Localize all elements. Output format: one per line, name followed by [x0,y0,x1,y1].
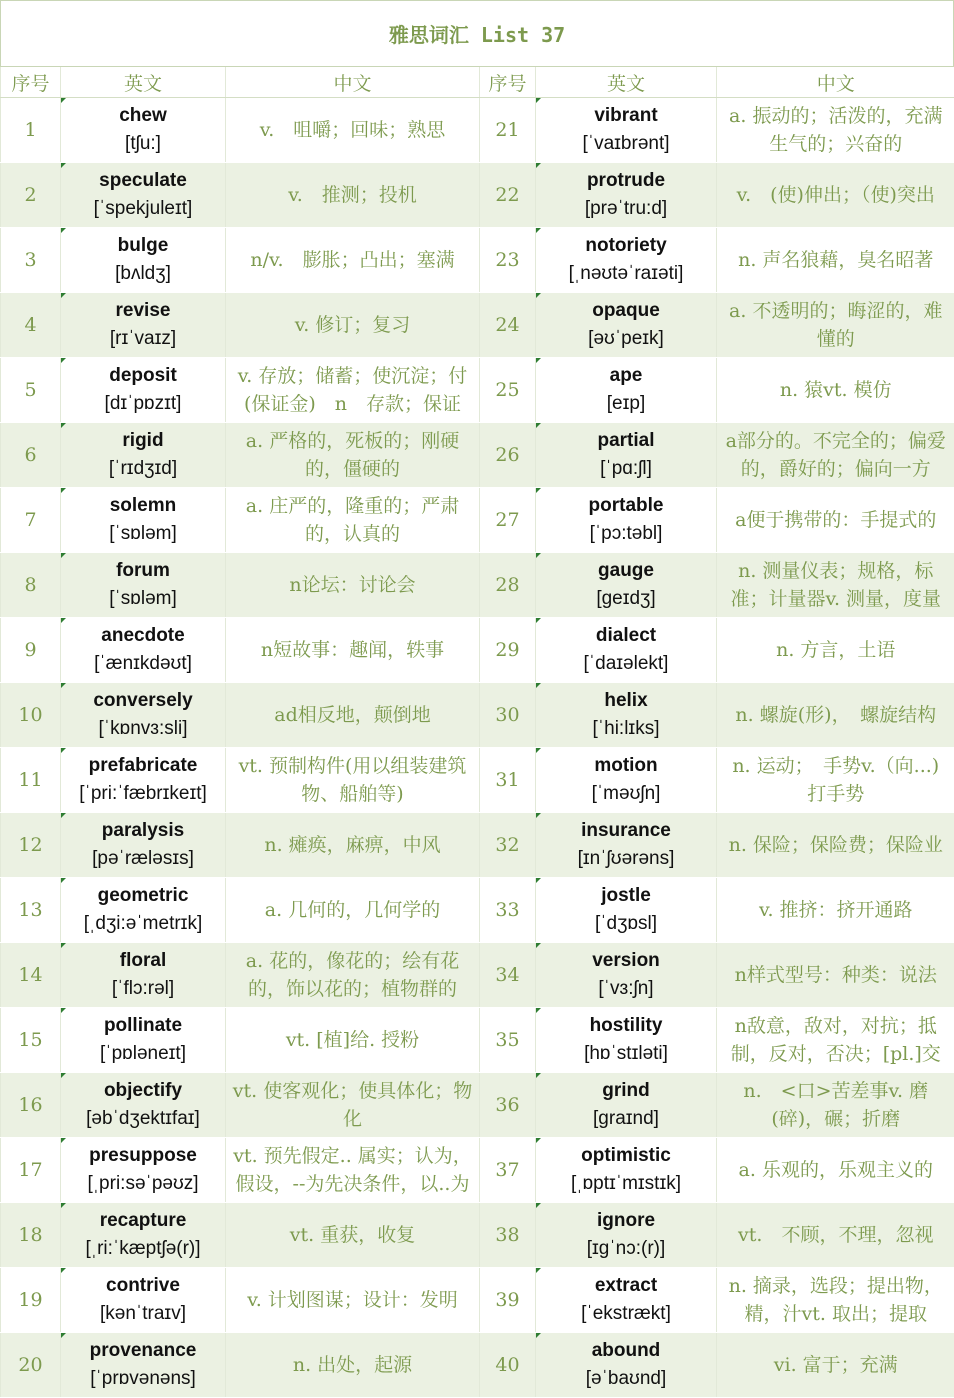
english-cell[interactable] [61,423,226,488]
english-cell[interactable] [61,488,226,553]
english-word: dialect [536,622,716,650]
row-number: 25 [480,358,536,423]
english-cell[interactable] [536,163,717,228]
chinese-meaning: vt. 预制构件(用以组装建筑物、船舶等) [232,752,473,808]
phonetic: [ˈspekjuleɪt] [61,195,225,223]
english-cell[interactable] [536,488,717,553]
english-word: provenance [61,1337,225,1365]
table-row [1,943,954,1008]
phonetic: [graɪnd] [536,1105,716,1133]
phonetic: [ˈməʊʃn] [536,780,716,808]
chinese-meaning: n. 出处，起源 [232,1351,473,1379]
row-number: 32 [480,813,536,878]
english-cell[interactable] [536,618,717,683]
english-cell[interactable] [536,1008,717,1073]
phonetic: [ˈsɒləm] [61,585,225,613]
chinese-meaning: n. 螺旋(形)， 螺旋结构 [723,701,949,729]
phonetic: [ˈpɑ:ʃl] [536,455,716,483]
phonetic: [ˈpɒləneɪt] [61,1040,225,1068]
phonetic: [prəˈtru:d] [536,195,716,223]
phonetic: [ˈprɒvənəns] [61,1365,225,1393]
row-number: 3 [1,228,61,293]
table-row [1,1203,954,1268]
row-number: 21 [480,98,536,163]
chinese-cell[interactable] [226,878,480,943]
phonetic: [eɪp] [536,390,716,418]
row-number: 29 [480,618,536,683]
header-number: 序号 [480,67,536,98]
phonetic: [ˈekstrækt] [536,1300,716,1328]
chinese-cell[interactable] [717,943,954,1008]
table-row [1,293,954,358]
english-word: presuppose [61,1142,225,1170]
phonetic: [ˈsɒləm] [61,520,225,548]
english-cell[interactable] [61,618,226,683]
english-cell[interactable] [536,1333,717,1398]
english-word: partial [536,427,716,455]
english-word: ignore [536,1207,716,1235]
header-chinese: 中文 [717,67,954,98]
table-row [1,1138,954,1203]
row-number: 7 [1,488,61,553]
english-word: extract [536,1272,716,1300]
phonetic: [rɪˈvaɪz] [61,325,225,353]
english-cell[interactable] [61,1333,226,1398]
sheet-title: 雅思词汇 List 37 [0,0,954,67]
chinese-cell[interactable] [226,1073,480,1138]
english-cell[interactable] [536,1268,717,1333]
english-cell[interactable] [536,293,717,358]
chinese-cell[interactable] [717,228,954,293]
english-word: solemn [61,492,225,520]
row-number: 36 [480,1073,536,1138]
row-number: 34 [480,943,536,1008]
phonetic: [pəˈræləsɪs] [61,845,225,873]
english-word: helix [536,687,716,715]
chinese-cell[interactable] [717,1138,954,1203]
row-number: 1 [1,98,61,163]
chinese-cell[interactable] [717,813,954,878]
english-cell[interactable] [536,98,717,163]
table-row [1,163,954,228]
english-word: paralysis [61,817,225,845]
table-row [1,748,954,813]
chinese-cell[interactable] [226,1333,480,1398]
english-word: prefabricate [61,752,225,780]
table-row [1,423,954,488]
chinese-cell[interactable] [226,488,480,553]
chinese-cell[interactable] [717,1008,954,1073]
row-number: 12 [1,813,61,878]
chinese-meaning: n. <口>苦差事v. 磨(碎)，碾；折磨 [723,1077,949,1133]
english-word: contrive [61,1272,225,1300]
english-word: floral [61,947,225,975]
chinese-cell[interactable] [226,228,480,293]
row-number: 20 [1,1333,61,1398]
chinese-meaning: a. 不透明的；晦涩的，难懂的 [723,297,949,353]
english-word: conversely [61,687,225,715]
row-number: 18 [1,1203,61,1268]
chinese-meaning: n. 猿vt. 模仿 [723,376,949,404]
chinese-meaning: a. 庄严的，隆重的；严肃的，认真的 [232,492,473,548]
chinese-meaning: vt. [植]给. 授粉 [232,1026,473,1054]
english-word: protrude [536,167,716,195]
chinese-meaning: vt. 重获，收复 [232,1221,473,1249]
chinese-cell[interactable] [226,553,480,618]
english-cell[interactable] [61,683,226,748]
phonetic: [hɒˈstɪləti] [536,1040,716,1068]
header-english: 英文 [61,67,226,98]
chinese-cell[interactable] [226,293,480,358]
english-cell[interactable] [536,228,717,293]
english-word: insurance [536,817,716,845]
row-number: 24 [480,293,536,358]
phonetic: [ˈkɒnvɜ:sli] [61,715,225,743]
english-word: forum [61,557,225,585]
english-word: motion [536,752,716,780]
english-word: jostle [536,882,716,910]
english-word: bulge [61,232,225,260]
english-word: objectify [61,1077,225,1105]
row-number: 31 [480,748,536,813]
row-number: 8 [1,553,61,618]
chinese-meaning: n. 运动； 手势v.（向...)打手势 [723,752,949,808]
header-row [1,67,954,98]
english-word: gauge [536,557,716,585]
chinese-cell[interactable] [226,1008,480,1073]
chinese-cell[interactable] [717,293,954,358]
chinese-meaning: v. 计划图谋；设计：发明 [232,1286,473,1314]
phonetic: [əˈbaʊnd] [536,1365,716,1393]
english-cell[interactable] [61,1268,226,1333]
row-number: 19 [1,1268,61,1333]
chinese-cell[interactable] [226,423,480,488]
table-row [1,1333,954,1398]
english-cell[interactable] [536,943,717,1008]
chinese-cell[interactable] [226,813,480,878]
english-word: geometric [61,882,225,910]
chinese-meaning: a. 振动的；活泼的，充满生气的；兴奋的 [723,102,949,158]
table-row [1,1073,954,1138]
phonetic: [tʃu:] [61,130,225,158]
chinese-cell[interactable] [717,1073,954,1138]
english-word: speculate [61,167,225,195]
row-number: 35 [480,1008,536,1073]
chinese-cell[interactable] [717,748,954,813]
english-word: portable [536,492,716,520]
header-number: 序号 [1,67,61,98]
phonetic: [ˈvaɪbrənt] [536,130,716,158]
chinese-cell[interactable] [226,683,480,748]
header-chinese: 中文 [226,67,480,98]
english-cell[interactable] [61,813,226,878]
chinese-meaning: n. 瘫痪，麻痹，中风 [232,831,473,859]
chinese-cell[interactable] [226,98,480,163]
chinese-cell[interactable] [226,1203,480,1268]
chinese-meaning: n论坛：讨论会 [232,571,473,599]
english-cell[interactable] [61,553,226,618]
chinese-cell[interactable] [226,943,480,1008]
chinese-meaning: n/v. 膨胀；凸出；塞满 [232,246,473,274]
english-cell[interactable] [61,1008,226,1073]
chinese-cell[interactable] [717,1333,954,1398]
chinese-meaning: v. 推挤：挤开通路 [723,896,949,924]
english-cell[interactable] [61,1203,226,1268]
chinese-meaning: n敌意，敌对，对抗；抵制，反对，否决；[pl.]交 [723,1012,949,1068]
english-word: pollinate [61,1012,225,1040]
row-number: 39 [480,1268,536,1333]
english-cell[interactable] [61,943,226,1008]
chinese-cell[interactable] [717,98,954,163]
row-number: 6 [1,423,61,488]
chinese-meaning: a部分的。不完全的；偏爱的，爵好的；偏向一方 [723,427,949,483]
chinese-meaning: a. 严格的，死板的；刚硬的，僵硬的 [232,427,473,483]
phonetic: [ˈhi:lɪks] [536,715,716,743]
header-english: 英文 [536,67,717,98]
table-row [1,1008,954,1073]
english-word: revise [61,297,225,325]
phonetic: [geɪdʒ] [536,585,716,613]
english-cell[interactable] [536,813,717,878]
english-cell[interactable] [61,98,226,163]
english-cell[interactable] [61,163,226,228]
phonetic: [ɪgˈnɔ:(r)] [536,1235,716,1263]
english-word: recapture [61,1207,225,1235]
chinese-meaning: vt. 预先假定.. 属实；认为，假设，--为先决条件，以..为 [232,1142,473,1198]
phonetic: [ˌɒptɪˈmɪstɪk] [536,1170,716,1198]
row-number: 27 [480,488,536,553]
chinese-meaning: ad相反地，颠倒地 [232,701,473,729]
chinese-cell[interactable] [717,163,954,228]
phonetic: [kənˈtraɪv] [61,1300,225,1328]
chinese-meaning: v. 存放；储蓄；使沉淀；付(保证金) n 存款；保证 [232,362,473,418]
chinese-meaning: vt. 不顾，不理，忽视 [723,1221,949,1249]
row-number: 37 [480,1138,536,1203]
row-number: 11 [1,748,61,813]
row-number: 22 [480,163,536,228]
chinese-cell[interactable] [226,618,480,683]
chinese-cell[interactable] [226,358,480,423]
english-word: abound [536,1337,716,1365]
phonetic: [ˈflɔ:rəl] [61,975,225,1003]
chinese-cell[interactable] [717,423,954,488]
chinese-meaning: v. 修订；复习 [232,311,473,339]
chinese-cell[interactable] [717,878,954,943]
row-number: 17 [1,1138,61,1203]
row-number: 2 [1,163,61,228]
chinese-meaning: vt. 使客观化；使具体化；物化 [232,1077,473,1133]
table-row [1,683,954,748]
chinese-meaning: v. 推测；投机 [232,181,473,209]
english-cell[interactable] [536,748,717,813]
english-cell[interactable] [536,683,717,748]
phonetic: [ˌdʒi:əˈmetrɪk] [61,910,225,938]
row-number: 30 [480,683,536,748]
english-word: ape [536,362,716,390]
english-word: opaque [536,297,716,325]
chinese-meaning: n短故事：趣闻，轶事 [232,636,473,664]
phonetic: [ˌnəʊtəˈraɪəti] [536,260,716,288]
english-word: vibrant [536,102,716,130]
table-row [1,358,954,423]
phonetic: [dɪˈpɒzɪt] [61,390,225,418]
row-number: 14 [1,943,61,1008]
chinese-meaning: vi. 富于；充满 [723,1351,949,1379]
phonetic: [ˌri:ˈkæptʃə(r)] [61,1235,225,1263]
english-cell[interactable] [536,1073,717,1138]
english-word: version [536,947,716,975]
row-number: 13 [1,878,61,943]
table-row [1,618,954,683]
chinese-cell[interactable] [226,748,480,813]
english-cell[interactable] [61,1138,226,1203]
chinese-cell[interactable] [717,1268,954,1333]
chinese-meaning: a. 乐观的，乐观主义的 [723,1156,949,1184]
row-number: 10 [1,683,61,748]
table-row [1,813,954,878]
table-row [1,228,954,293]
english-cell[interactable] [61,748,226,813]
chinese-cell[interactable] [226,1268,480,1333]
phonetic: [bʌldʒ] [61,260,225,288]
english-cell[interactable] [61,293,226,358]
chinese-cell[interactable] [717,488,954,553]
table-row [1,488,954,553]
english-word: hostility [536,1012,716,1040]
row-number: 9 [1,618,61,683]
row-number: 4 [1,293,61,358]
english-word: notoriety [536,232,716,260]
english-word: chew [61,102,225,130]
chinese-meaning: n. 方言，土语 [723,636,949,664]
phonetic: [ˌpri:səˈpəʊz] [61,1170,225,1198]
english-cell[interactable] [61,1073,226,1138]
english-cell[interactable] [61,228,226,293]
phonetic: [əʊˈpeɪk] [536,325,716,353]
chinese-meaning: n样式型号：种类：说法 [723,961,949,989]
row-number: 26 [480,423,536,488]
row-number: 5 [1,358,61,423]
chinese-meaning: n. 保险；保险费；保险业 [723,831,949,859]
chinese-meaning: a. 几何的，几何学的 [232,896,473,924]
chinese-cell[interactable] [717,1203,954,1268]
chinese-meaning: n. 测量仪表；规格，标准；计量器v. 测量，度量 [723,557,949,613]
phonetic: [ˈpri:ˈfæbrɪkeɪt] [61,780,225,808]
chinese-meaning: a便于携带的：手提式的 [723,506,949,534]
phonetic: [ɪnˈʃʊərəns] [536,845,716,873]
english-cell[interactable] [536,358,717,423]
row-number: 33 [480,878,536,943]
row-number: 23 [480,228,536,293]
table-row [1,1268,954,1333]
english-cell[interactable] [536,1203,717,1268]
english-cell[interactable] [536,553,717,618]
chinese-cell[interactable] [226,163,480,228]
english-word: rigid [61,427,225,455]
chinese-cell[interactable] [226,1138,480,1203]
vocabulary-table [0,67,954,1398]
english-word: anecdote [61,622,225,650]
chinese-cell[interactable] [717,683,954,748]
english-cell[interactable] [61,878,226,943]
phonetic: [ˈrɪdʒɪd] [61,455,225,483]
chinese-meaning: v. (使)伸出；（使)突出 [723,181,949,209]
english-cell[interactable] [536,1138,717,1203]
row-number: 15 [1,1008,61,1073]
table-row [1,878,954,943]
english-word: deposit [61,362,225,390]
chinese-meaning: v. 咀嚼；回味；熟思 [232,116,473,144]
english-cell[interactable] [61,358,226,423]
phonetic: [ˈænɪkdəʊt] [61,650,225,678]
english-cell[interactable] [536,878,717,943]
english-word: optimistic [536,1142,716,1170]
phonetic: [ˈdʒɒsl] [536,910,716,938]
row-number: 28 [480,553,536,618]
row-number: 16 [1,1073,61,1138]
row-number: 40 [480,1333,536,1398]
english-word: grind [536,1077,716,1105]
chinese-cell[interactable] [717,618,954,683]
table-row [1,553,954,618]
chinese-cell[interactable] [717,553,954,618]
english-cell[interactable] [536,423,717,488]
phonetic: [ˈdaɪəlekt] [536,650,716,678]
phonetic: [ˈvɜ:ʃn] [536,975,716,1003]
phonetic: [ˈpɔ:təbl] [536,520,716,548]
chinese-meaning: n. 摘录，选段；提出物，精，汁vt. 取出；提取 [723,1272,949,1328]
chinese-meaning: n. 声名狼藉，臭名昭著 [723,246,949,274]
table-row [1,98,954,163]
row-number: 38 [480,1203,536,1268]
chinese-cell[interactable] [717,358,954,423]
phonetic: [əbˈdʒektɪfaɪ] [61,1105,225,1133]
chinese-meaning: a. 花的，像花的；绘有花的，饰以花的；植物群的 [232,947,473,1003]
